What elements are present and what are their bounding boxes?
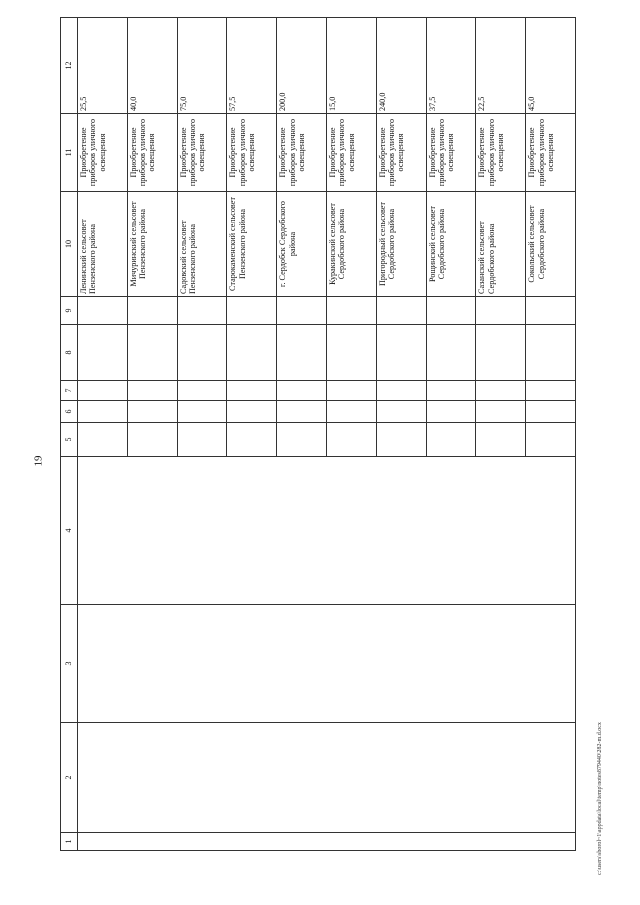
col-header-10: 10 — [61, 192, 78, 297]
cell-col1 — [78, 833, 576, 851]
purpose-cell: Приобретение приборов уличного освещения — [326, 114, 376, 192]
municipality-cell: Садовский сельсовет Пензенского района — [177, 192, 227, 297]
amount-cell: 75,0 — [177, 18, 227, 114]
table-row — [78, 18, 128, 851]
cell — [526, 381, 576, 401]
col-header-2: 2 — [61, 723, 78, 833]
cell — [376, 381, 426, 401]
cell — [376, 325, 426, 381]
cell — [326, 423, 376, 457]
cell — [376, 401, 426, 423]
cell — [476, 325, 526, 381]
cell — [476, 401, 526, 423]
rotated-table-sheet — [60, 18, 576, 851]
cell — [526, 423, 576, 457]
amount-cell: 200,0 — [277, 18, 327, 114]
municipality-cell: г. Сердобск Сердобского района — [277, 192, 327, 297]
purpose-cell: Приобретение приборов уличного освещения — [426, 114, 476, 192]
municipality-cell: Ленинский сельсовет Пензенского района — [78, 192, 128, 297]
municipality-cell: Мичуринский сельсовет Пензенского района — [127, 192, 177, 297]
purpose-cell: Приобретение приборов уличного освещения — [227, 114, 277, 192]
cell — [526, 297, 576, 325]
municipality-cell: Пригородный сельсовет Сердобского района — [376, 192, 426, 297]
amount-cell: 40,0 — [127, 18, 177, 114]
cell — [277, 401, 327, 423]
cell — [78, 325, 128, 381]
amount-cell: 45,0 — [526, 18, 576, 114]
cell — [326, 297, 376, 325]
municipality-cell: Куракинский сельсовет Сердобского района — [326, 192, 376, 297]
cell — [277, 423, 327, 457]
cell — [376, 423, 426, 457]
amount-cell: 22,5 — [476, 18, 526, 114]
purpose-cell: Приобретение приборов уличного освещения — [526, 114, 576, 192]
col-header-3: 3 — [61, 605, 78, 723]
budget-table — [60, 17, 576, 851]
purpose-cell: Приобретение приборов уличного освещения — [127, 114, 177, 192]
purpose-cell: Приобретение приборов уличного освещения — [476, 114, 526, 192]
cell — [476, 297, 526, 325]
cell — [227, 423, 277, 457]
cell — [476, 381, 526, 401]
amount-cell: 37,5 — [426, 18, 476, 114]
purpose-cell: Приобретение приборов уличного освещения — [177, 114, 227, 192]
cell — [277, 325, 327, 381]
cell — [277, 381, 327, 401]
cell — [227, 381, 277, 401]
cell-col2 — [78, 723, 576, 833]
amount-cell: 15,0 — [326, 18, 376, 114]
cell — [376, 297, 426, 325]
municipality-cell: Старокаменский сельсовет Пензенского района — [227, 192, 277, 297]
cell — [127, 325, 177, 381]
cell-col4 — [78, 457, 576, 605]
amount-cell: 25,5 — [78, 18, 128, 114]
cell — [227, 325, 277, 381]
cell — [426, 325, 476, 381]
cell — [526, 401, 576, 423]
column-number-row — [61, 18, 78, 851]
cell — [426, 401, 476, 423]
cell — [177, 381, 227, 401]
cell — [227, 297, 277, 325]
cell — [127, 401, 177, 423]
municipality-cell: Рощинский сельсовет Сердобского района — [426, 192, 476, 297]
cell — [476, 423, 526, 457]
purpose-cell: Приобретение приборов уличного освещения — [78, 114, 128, 192]
col-header-6: 6 — [61, 401, 78, 423]
page-number: 19 — [32, 455, 45, 467]
col-header-7: 7 — [61, 381, 78, 401]
col-header-8: 8 — [61, 325, 78, 381]
cell — [127, 297, 177, 325]
file-path-footer: c:\users\sborol~1\appdata\local\temp\notes879440\282-m.d.ocx — [597, 722, 603, 875]
cell — [277, 297, 327, 325]
cell — [526, 325, 576, 381]
amount-cell: 57,5 — [227, 18, 277, 114]
col-header-9: 9 — [61, 297, 78, 325]
col-header-11: 11 — [61, 114, 78, 192]
cell-col3 — [78, 605, 576, 723]
cell — [326, 325, 376, 381]
col-header-5: 5 — [61, 423, 78, 457]
cell — [227, 401, 277, 423]
municipality-cell: Сазанский сельсовет Сердобского района — [476, 192, 526, 297]
cell — [78, 297, 128, 325]
cell — [177, 401, 227, 423]
cell — [78, 401, 128, 423]
col-header-12: 12 — [61, 18, 78, 114]
col-header-4: 4 — [61, 457, 78, 605]
cell — [177, 297, 227, 325]
col-header-1: 1 — [61, 833, 78, 851]
amount-cell: 240,0 — [376, 18, 426, 114]
cell — [177, 423, 227, 457]
purpose-cell: Приобретение приборов уличного освещения — [376, 114, 426, 192]
cell — [426, 423, 476, 457]
cell — [78, 423, 128, 457]
cell — [127, 423, 177, 457]
cell — [326, 401, 376, 423]
cell — [426, 381, 476, 401]
cell — [127, 381, 177, 401]
municipality-cell: Сокольский сельсовет Сердобского района — [526, 192, 576, 297]
cell — [78, 381, 128, 401]
purpose-cell: Приобретение приборов уличного освещения — [277, 114, 327, 192]
cell — [426, 297, 476, 325]
cell — [177, 325, 227, 381]
cell — [326, 381, 376, 401]
